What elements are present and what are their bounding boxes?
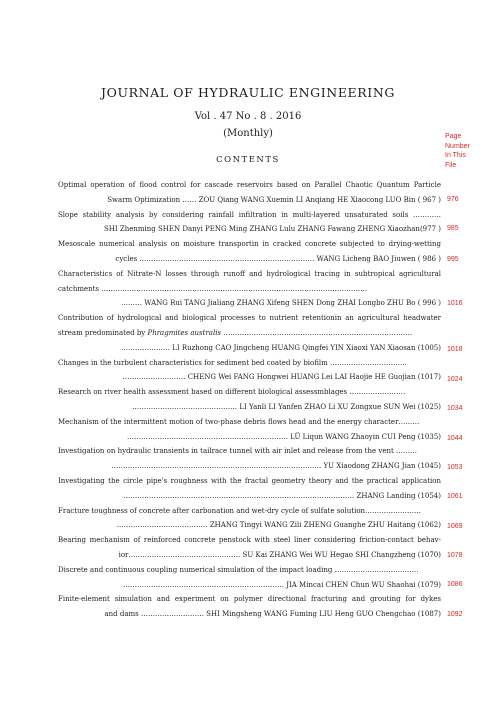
toc-line: Swarm Optimization …… ZOU Qiang WANG Xuemin LI Anqiang HE Xiaocong LUO Bin ( 967 ) (107, 195, 441, 204)
toc-line: Fracture toughness of concrete after carbonation and wet-dry cycle of sulfate solution…………………… (58, 506, 422, 515)
toc-line: ……………………………………………………………………………………… ZHANG Landing (1054) (123, 491, 441, 500)
toc-line: Finite-element simulation and experiment on polymer directional fracturing and grouting for dykes (58, 595, 441, 604)
toc-line: …………………………………………………………… LÜ Liqun WANG Zhaoyin CUI Peng (1035) (126, 432, 441, 441)
file-page-number: 1078 (447, 552, 463, 559)
toc-line-text: stream predominated by (58, 328, 148, 337)
toc-line: Contribution of hydrological and biological processes to nutrient retentionin an agricultural headwater (58, 314, 441, 323)
toc-line: ……………………………………………………………………………… YU Xiaodong ZHANG Jian (1045) (111, 462, 441, 471)
file-page-number: 1024 (447, 376, 463, 383)
toc-line: Research on river health assessment based on different biological assessmblages …………………… (58, 388, 406, 397)
toc-line: Mechanism of the intermittent motion of two-phase debris flows head and the energy character……… (58, 417, 420, 426)
file-page-number: 1069 (447, 523, 463, 530)
toc-line: Characteristics of Nitrate-N losses through runoff and hydrological tracing in subtropical agricultural (58, 269, 441, 278)
toc-line: ………………………………… ZHANG Tingyi WANG Zili ZHENG Guanghe ZHU Haitang (1062) (116, 521, 441, 530)
toc-line: Mesoscale numerical analysis on moisture transportin in cracked concrete subjected to drying-wetting (58, 240, 441, 249)
toc-line: Optimal operation of flood control for cascade reservoirs based on Parallel Chaotic Quantum Particle (58, 181, 441, 189)
toc-line: Investigation on hydraulic transients in tailrace tunnel with air inlet and release from the vent ……… (58, 447, 418, 456)
toc-line: ……… WANG Rui TANG Jialiang ZHANG Xifeng SHEN Dong ZHAI Longbo ZHU Bo ( 996 ) (121, 299, 441, 308)
toc-line: Bearing mechanism of reinforced concrete penstock with steel liner considering friction-contact behav- (58, 536, 441, 545)
toc-leader: ……………………………………………………………………… (221, 328, 413, 337)
page-number-annotation (445, 132, 493, 170)
file-page-number: 1086 (447, 581, 463, 588)
species-name: Phragmites australis (147, 328, 222, 337)
file-page-number: 1061 (447, 493, 463, 500)
toc-line: SHI Zhenming SHEN Danyi PENG Ming ZHANG Lulu ZHANG Fawang ZHENG Xiaozhan(977 ) (103, 225, 441, 234)
toc-line: and dams ……………………… SHI Mingsheng WANG Fuming LIU Heng GUO Chengchao (1087) (104, 610, 441, 619)
file-page-number: 1053 (447, 464, 463, 471)
volume-issue-line: Vol . 47 No . 8 . 2016 (194, 111, 302, 122)
frequency-label: (Monthly) (223, 128, 273, 139)
toc-line: Discrete and continuous coupling numerical simulation of the impact loading ……………………………… (58, 565, 419, 574)
annotation-line: File (445, 161, 457, 169)
file-page-number: 1034 (447, 405, 463, 412)
file-page-number: 995 (447, 256, 459, 263)
file-page-number: 976 (447, 196, 459, 203)
file-page-number: 1016 (447, 300, 463, 307)
toc-line: Slope stability analysis by considering rainfall infiltration in multi-layered unsaturated soils ………… (58, 210, 441, 219)
toc-line: catchments …………………………………………………………………………………………………… (58, 284, 368, 293)
toc-line (58, 326, 441, 341)
annotation-line: Page (445, 133, 462, 140)
toc-line: …………………………………………………………… JIA Mincai CHEN Chun WU Shaohai (1079) (122, 580, 441, 589)
file-page-number: 1018 (447, 346, 463, 353)
toc-line: cycles ………………………………………………………………… WANG Licheng BAO Jiuwen ( 986 ) (115, 254, 441, 263)
toc-line: ………………… LI Ruzhong CAO Jingcheng HUANG Qingfei YIN Xiaoxi YAN Xiaosan (1005) (120, 343, 441, 352)
toc-line: ior………………………………………… SU Kai ZHANG Wei WU Hegao SHI Changzheng (1070) (118, 550, 441, 559)
annotation-line: Number (445, 142, 470, 150)
file-page-number: 1044 (447, 435, 463, 442)
annotation-line: In This (445, 152, 466, 159)
table-of-contents (58, 178, 441, 622)
toc-line: Investigating the circle pipe's roughness with the fractal geometry theory and the practical application (58, 476, 441, 485)
toc-line: Changes in the turbulent characteristics for sediment bed coated by biofilm …………………………… (58, 358, 408, 367)
journal-title: JOURNAL OF HYDRAULIC ENGINEERING (101, 85, 395, 100)
contents-heading: CONTENTS (216, 155, 280, 165)
file-page-number: 985 (447, 225, 459, 232)
toc-line: ……………………………………… LI Yanli LI Yanfen ZHAO Li XU Zongxue SUN Wei (1025) (132, 402, 441, 411)
toc-line: ……………………… CHENG Wei FANG Hongwei HUANG Lei LAI Haojie HE Guojian (1017) (122, 373, 441, 382)
file-page-number: 1092 (447, 611, 463, 618)
